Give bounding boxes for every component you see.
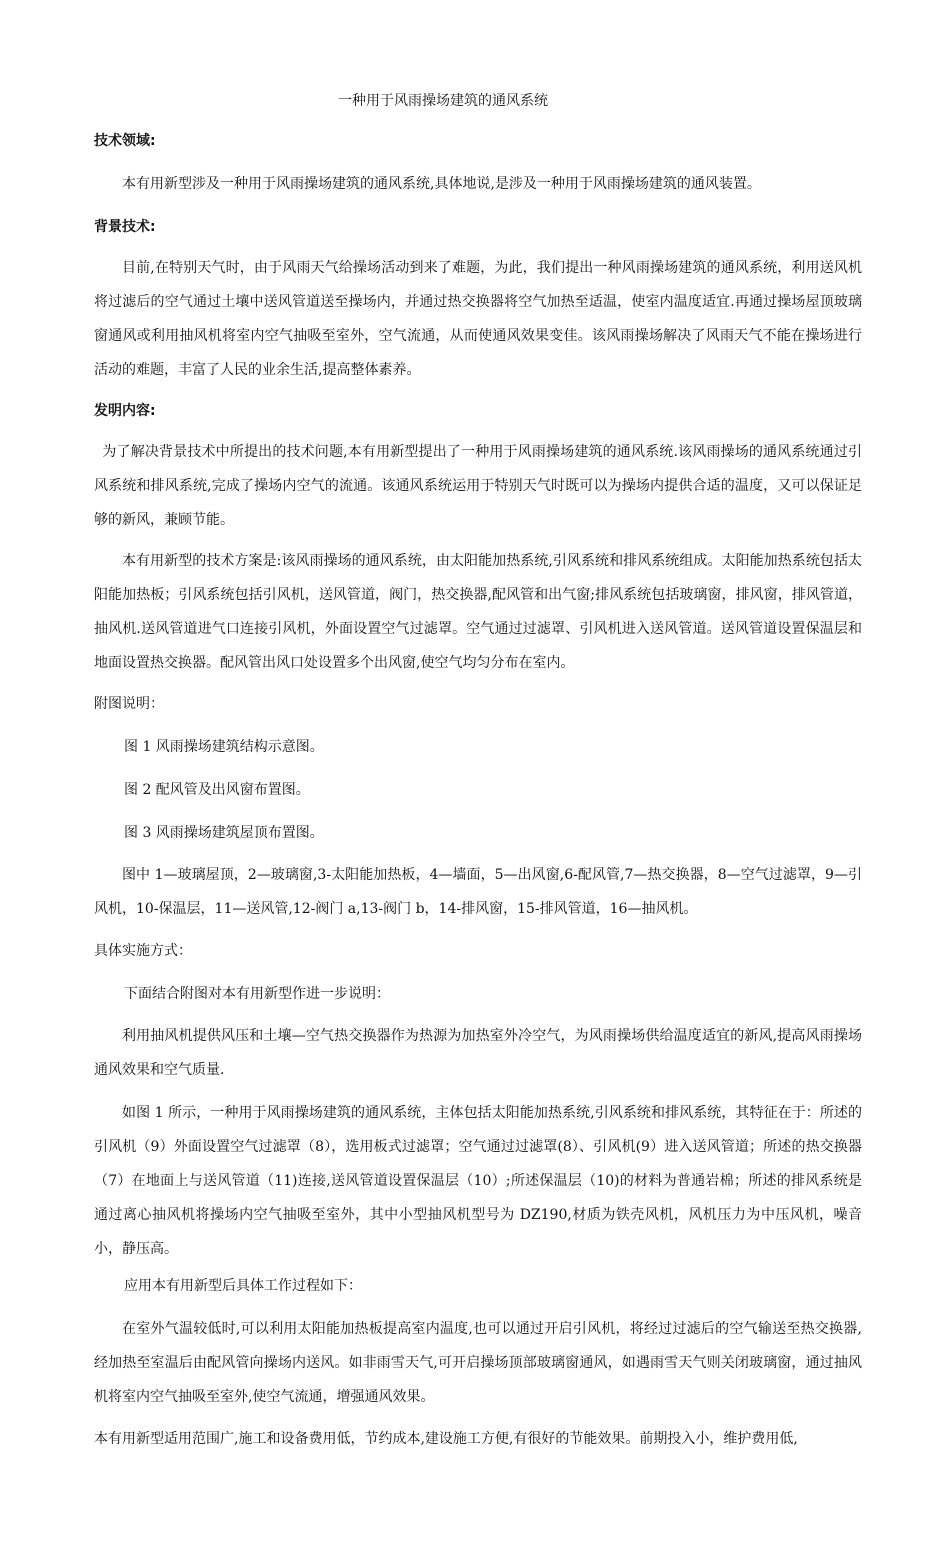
label-implementation: 具体实施方式： [94,943,192,959]
implementation-intro: 下面结合附图对本有用新型作进一步说明： [124,986,390,1002]
paragraph-implementation-4: 在室外气温较低时,可以利用太阳能加热板提高室内温度,也可以通过开启引风机，将经过过滤后的空气输送至热交换器,经加热至室温后由配风管向操场内送风。如非雨雪天气,可开启操场顶部玻璃窗通风，如遇雨雪天气则关闭玻璃窗，通过抽风机将室内空气抽吸至室外,使空气流通，增强通风效果。 [94,1321,862,1405]
paragraph-invention-1: 为了解决背景技术中所提出的技术问题,本有用新型提出了一种用于风雨操场建筑的通风系统.该风雨操场的通风系统通过引风系统和排风系统,完成了操场内空气的流通。该通风系统运用于特别天气时既可以为操场内提供合适的温度，又可以保证足够的新风，兼顾节能。 [94,444,862,528]
heading-invention: 发明内容: [94,403,156,419]
document-title: 一种用于风雨操场建筑的通风系统 [338,93,548,109]
heading-background: 背景技术: [94,219,156,235]
figure-2-caption: 图 2 配风管及出风窗布置图。 [124,782,310,798]
figure-3-caption: 图 3 风雨操场建筑屋顶布置图。 [124,825,324,841]
figure-legend: 图中 1—玻璃屋顶，2—玻璃窗,3-太阳能加热板，4—墙面，5—出风窗,6-配风管,7—热交换器，8—空气过滤罩，9—引风机，10-保温层，11—送风管,12-阀门 a,13-阀门 b，14-排风窗，15-排风管道，16—抽风机。 [94,867,862,917]
paragraph-implementation-3: 应用本有用新型后具体工作过程如下： [124,1278,362,1294]
paragraph-background: 目前,在特别天气时，由于风雨天气给操场活动到来了难题，为此，我们提出一种风雨操场建筑的通风系统，利用送风机将过滤后的空气通过土壤中送风管道送至操场内，并通过热交换器将空气加热至适温，使室内温度适宜.再通过操场屋顶玻璃窗通风或利用抽风机将室内空气抽吸至室外，空气流通，从而使通风效果变佳。该风雨操场解决了风雨天气不能在操场进行活动的难题，丰富了人民的业余生活,提高整体素养。 [94,260,862,378]
paragraph-implementation-2: 如图 1 所示，一种用于风雨操场建筑的通风系统，主体包括太阳能加热系统,引风系统和排风系统，其特征在于：所述的引风机（9）外面设置空气过滤罩（8），选用板式过滤罩；空气通过过滤罩(8）、引风机(9）进入送风管道；所述的热交换器（7）在地面上与送风管道（11)连接,送风管道设置保温层（10）;所述保温层（10)的材料为普通岩棉；所述的排风系统是通过离心抽风机将操场内空气抽吸至室外，其中小型抽风机型号为 DZ190,材质为铁壳风机，风机压力为中压风机，噪音小，静压高。 [94,1105,862,1257]
paragraph-implementation-5: 本有用新型适用范围广,施工和设备费用低，节约成本,建设施工方便,有很好的节能效果。前期投入小，维护费用低, [94,1431,798,1447]
paragraph-tech-field: 本有用新型涉及一种用于风雨操场建筑的通风系统,具体地说,是涉及一种用于风雨操场建筑的通风装置。 [122,176,761,192]
figure-1-caption: 图 1 风雨操场建筑结构示意图。 [124,739,324,755]
paragraph-invention-2: 本有用新型的技术方案是:该风雨操场的通风系统，由太阳能加热系统,引风系统和排风系统组成。太阳能加热系统包括太阳能加热板；引风系统包括引风机，送风管道，阀门，热交换器,配风管和出气窗;排风系统包括玻璃窗，排风窗，排风管道，抽风机.送风管道进气口连接引风机，外面设置空气过滤罩。空气通过过滤罩、引风机进入送风管道。送风管道设置保温层和地面设置热交换器。配风管出风口处设置多个出风窗,使空气均匀分布在室内。 [94,553,862,671]
label-figures: 附图说明： [94,696,164,712]
paragraph-implementation-1: 利用抽风机提供风压和土壤—空气热交换器作为热源为加热室外冷空气，为风雨操场供给温度适宜的新风,提高风雨操场通风效果和空气质量. [94,1028,862,1078]
heading-tech-field: 技术领域: [94,133,156,149]
